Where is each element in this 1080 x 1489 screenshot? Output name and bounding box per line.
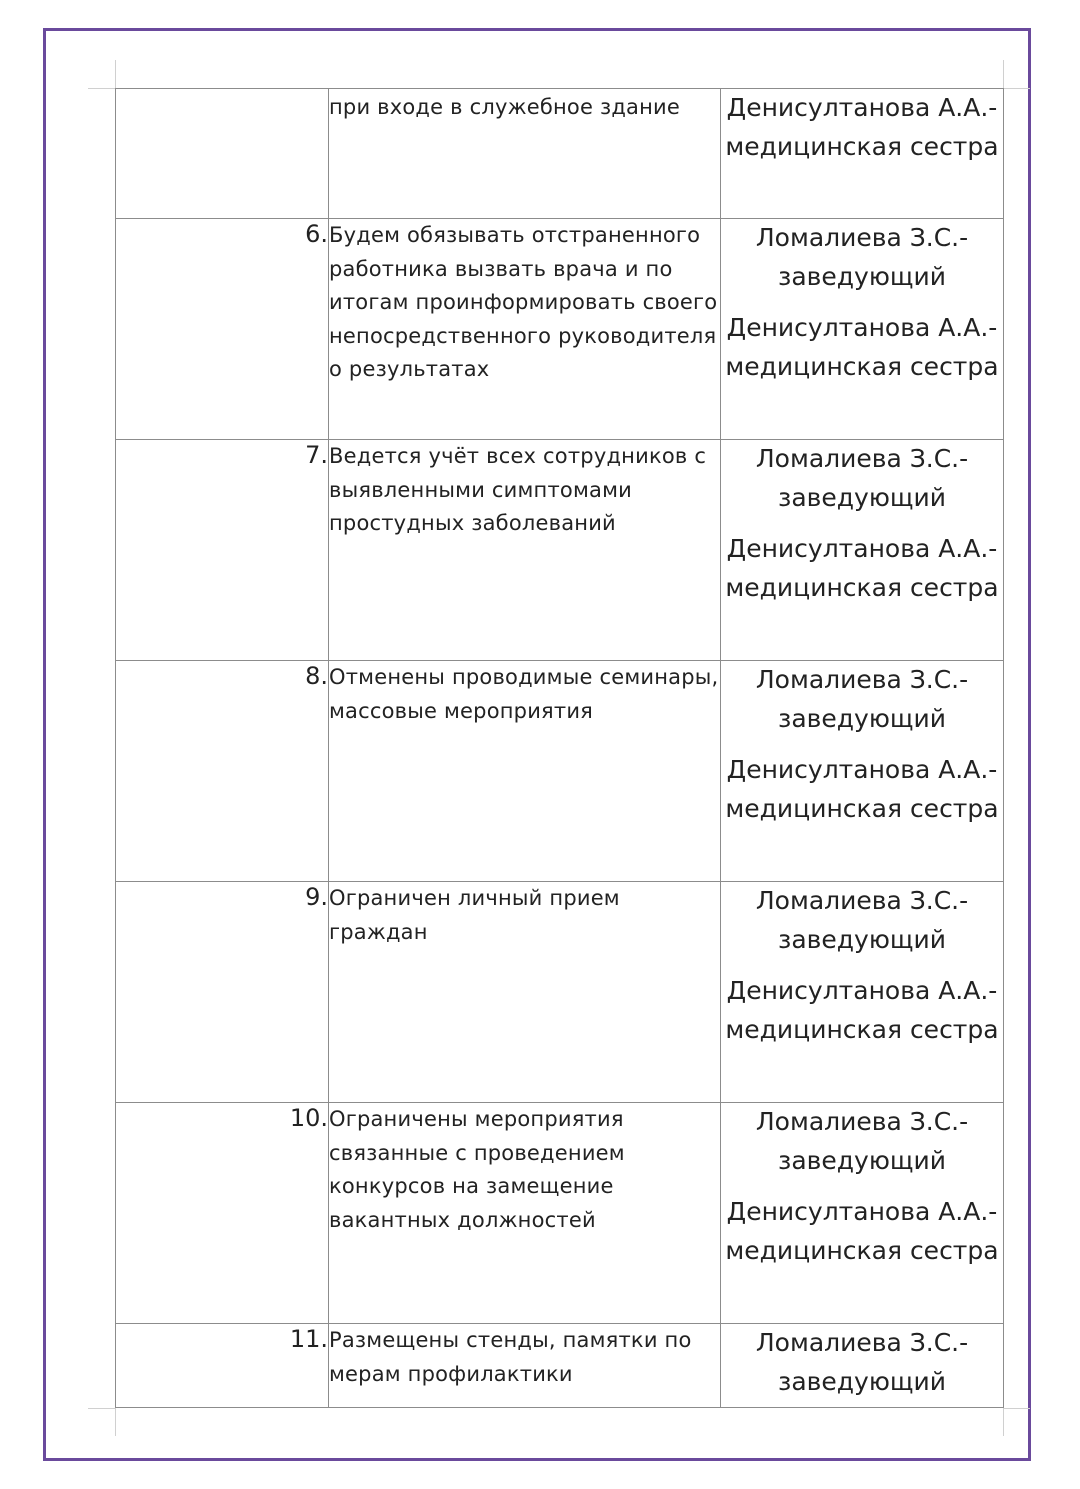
crop-mark <box>1003 88 1030 89</box>
crop-mark <box>1003 60 1004 88</box>
responsible-person: Денисултанова А.А.-медицинская сестра <box>725 1197 999 1265</box>
responsible-person: Денисултанова А.А.-медицинская сестра <box>725 976 999 1044</box>
table-row <box>116 1324 1004 1408</box>
row-number: 7. <box>116 440 329 661</box>
responsible-cell <box>721 882 1004 1103</box>
measure-text: Отменены проводимые семинары, массовые мероприятия <box>329 661 721 882</box>
row-number: 8. <box>116 661 329 882</box>
crop-mark <box>88 88 115 89</box>
responsible-cell <box>721 89 1004 219</box>
measure-text: при входе в служебное здание <box>329 89 721 219</box>
measure-text: Размещены стенды, памятки по мерам профилактики <box>329 1324 721 1408</box>
table-row <box>116 661 1004 882</box>
row-number: 6. <box>116 219 329 440</box>
measures-table <box>115 88 1004 1408</box>
measure-text: Ограничен личный прием граждан <box>329 882 721 1103</box>
crop-mark <box>1003 1408 1030 1409</box>
responsible-person: Денисултанова А.А.-медицинская сестра <box>725 313 999 381</box>
responsible-cell <box>721 1324 1004 1408</box>
responsible-person: Ломалиева З.С.- заведующий <box>755 1107 969 1175</box>
measure-text: Ведется учёт всех сотрудников с выявленными симптомами простудных заболеваний <box>329 440 721 661</box>
responsible-cell <box>721 1103 1004 1324</box>
table-row <box>116 882 1004 1103</box>
responsible-person: Ломалиева З.С.- заведующий <box>755 1328 969 1396</box>
row-number <box>116 89 329 219</box>
responsible-person: Денисултанова А.А.-медицинская сестра <box>725 534 999 602</box>
table-row <box>116 1103 1004 1324</box>
responsible-person: Денисултанова А.А.-медицинская сестра <box>725 755 999 823</box>
responsible-person: Ломалиева З.С.- заведующий <box>755 223 969 291</box>
crop-mark <box>88 1408 115 1409</box>
crop-mark <box>115 1408 116 1436</box>
responsible-cell <box>721 440 1004 661</box>
responsible-person: Ломалиева З.С.- заведующий <box>755 444 969 512</box>
crop-mark <box>1003 1408 1004 1436</box>
row-number: 10. <box>116 1103 329 1324</box>
table-row <box>116 219 1004 440</box>
measure-text: Ограничены мероприятия связанные с проведением конкурсов на замещение вакантных должностей <box>329 1103 721 1324</box>
responsible-cell <box>721 219 1004 440</box>
table-row <box>116 440 1004 661</box>
responsible-person: Ломалиева З.С.- заведующий <box>755 886 969 954</box>
row-number: 11. <box>116 1324 329 1408</box>
row-number: 9. <box>116 882 329 1103</box>
crop-mark <box>115 60 116 88</box>
measure-text: Будем обязывать отстраненного работника вызвать врача и по итогам проинформировать своего непосредственного руководителя о результатах <box>329 219 721 440</box>
responsible-person: Ломалиева З.С.- заведующий <box>755 665 969 733</box>
responsible-person: Денисултанова А.А.-медицинская сестра <box>725 93 999 161</box>
responsible-cell <box>721 661 1004 882</box>
table-row <box>116 89 1004 219</box>
